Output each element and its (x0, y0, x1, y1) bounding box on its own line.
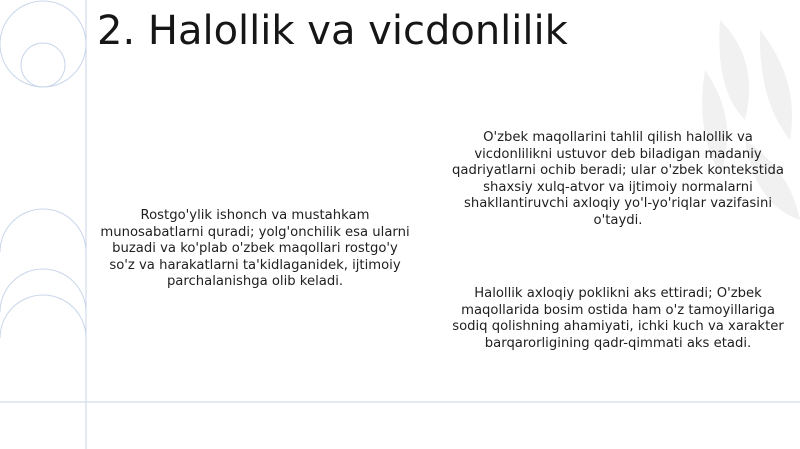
right-paragraph-2: Halollik axloqiy poklikni aks ettiradi; O'zbek maqollarida bosim ostida ham o'z tamoyillariga sodiq qolishning ahamiyati, ichki kuch va xarakter barqarorligining qadr-qimmati aks etadi. (452, 286, 784, 351)
left-paragraph: Rostgo'ylik ishonch va mustahkam munosabatlarni quradi; yolg'onchilik esa ularni buzadi va ko'plab o'zbek maqollari rostgo'y so'z va harakatlarni ta'kidlaganidek, ijtimoiy parchalanishga olib keladi. (100, 208, 410, 289)
right-paragraph-1: O'zbek maqollarini tahlil qilish halollik va vicdonlilikni ustuvor deb biladigan madaniy qadriyatlarni ochib beradi; ular o'zbek kontekstida shaxsiy xulq-atvor va ijtimoiy normalarni shakllantiruvchi axloqiy yo'l-yo'riqlar vazifasini o'taydi. (452, 130, 784, 228)
lower-arc-2 (0, 269, 86, 312)
slide-title: 2. Halollik va vicdonlilik (97, 8, 568, 54)
top-small-circle (21, 43, 65, 87)
lower-arc-3 (0, 295, 86, 338)
lower-arc-1 (0, 209, 86, 252)
top-large-circle (0, 1, 86, 87)
